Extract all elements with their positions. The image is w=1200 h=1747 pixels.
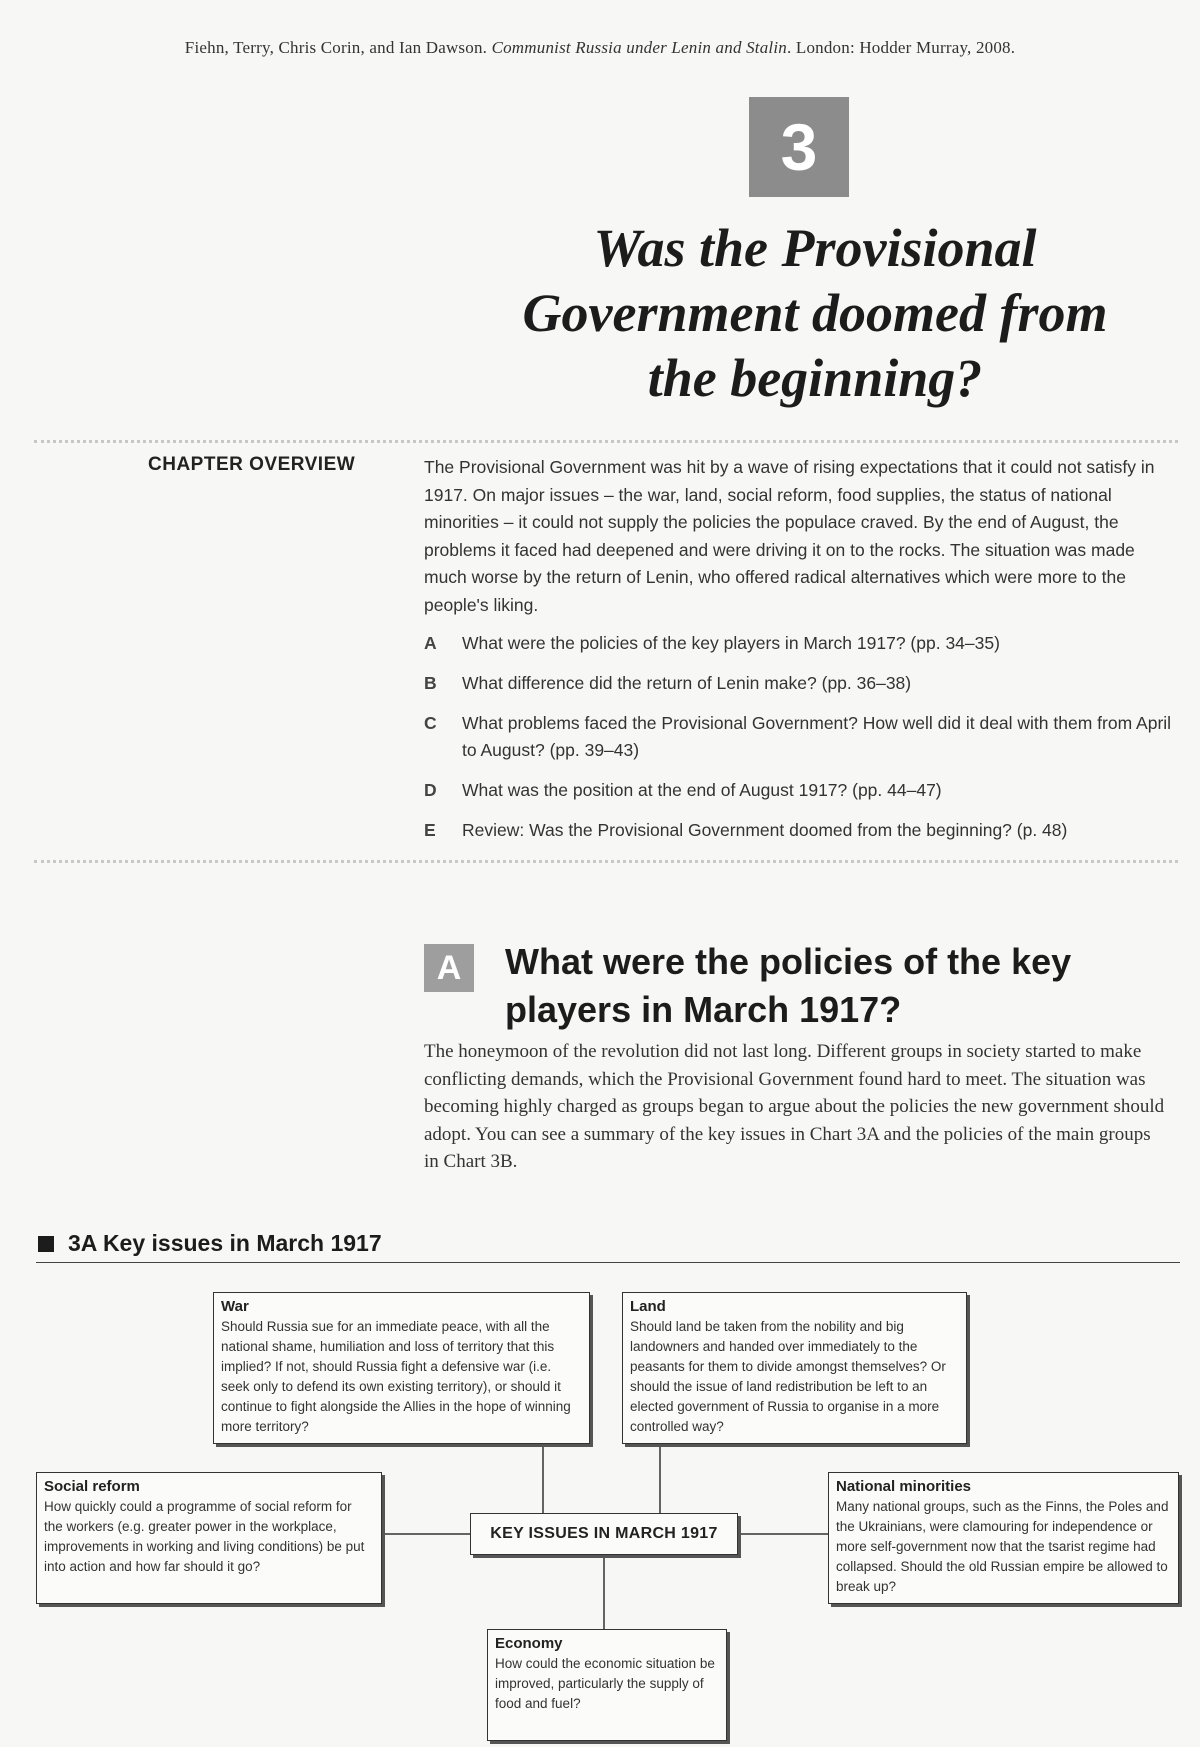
item-letter: D [424,780,437,800]
overview-text: The Provisional Government was hit by a wave of rising expectations that it could not satisfy in 1917. On major issues – the war, land, social reform, food supplies, the status of national minorities – it could not supply the policies the populace craved. By the end of August, the problems it faced had deepened and were driving it on to the rocks. The situation was made much worse by the return of Lenin, who offered radical alternatives which were more to the people's liking. [424,457,1155,615]
chapter-number: 3 [749,97,849,197]
section-letter: A [424,944,474,992]
item-text: What difference did the return of Lenin make? (pp. 36–38) [462,673,912,693]
center-box: KEY ISSUES IN MARCH 1917 [470,1513,738,1555]
issue-title: Economy [495,1635,563,1652]
issue-box-economy [487,1629,727,1741]
issue-text: Should land be taken from the nobility and big landowners and handed over immediately to the peasants for them to divide amongst themselves? Or should the issue of land redistribution be left to an elected government of Russia to organise in a more controlled way? [630,1319,946,1434]
citation-title: Communist Russia under Lenin and Stalin [491,38,787,57]
citation-publisher: . London: Hodder Murray, 2008. [786,38,1016,57]
issue-title: Land [630,1298,666,1315]
issue-box-land [622,1292,967,1444]
section-body: The honeymoon of the revolution did not last long. Different groups in society started to make conflicting demands, which the Provisional Government found hard to meet. The situation was becoming highly charged as groups began to argue about the policies the new government should adopt. You can see a summary of the key issues in Chart 3A and the policies of the main groups in Chart 3B. [424,1041,1165,1172]
issue-title: War [221,1298,249,1315]
issue-box-national-minorities [828,1472,1179,1604]
issue-text: Should Russia sue for an immediate peace, with all the national shame, humiliation and loss of territory that this implied? If not, should Russia fight a defensive war (i.e. seek only to defend its own existing territory), or should it continue to fight alongside the Allies in the hope of winning more territory? [221,1319,571,1434]
chart-title-text: 3A Key issues in March 1917 [68,1230,382,1256]
item-text: What problems faced the Provisional Government? How well did it deal with them from April to August? (pp. 39–43) [462,713,1172,760]
issue-text: How could the economic situation be improved, particularly the supply of food and fuel? [495,1656,715,1711]
chapter-title-line: Government doomed from [522,283,1108,343]
item-text: What were the policies of the key players in March 1917? (pp. 34–35) [462,633,1000,653]
issue-title: Social reform [44,1478,140,1495]
item-text: Review: Was the Provisional Government doomed from the beginning? (p. 48) [462,820,1068,840]
chapter-title-line: Was the Provisional [593,218,1037,278]
issue-text: Many national groups, such as the Finns, the Poles and the Ukrainians, were clamouring for independence or more self-government now that the tsarist regime had collapsed. Should the old Russian empire be allowed to break up? [836,1499,1169,1594]
item-letter: A [424,633,437,653]
overview-label: CHAPTER OVERVIEW [148,454,356,475]
item-letter: E [424,820,436,840]
chapter-title-line: the beginning? [647,348,983,408]
citation-authors: Fiehn, Terry, Chris Corin, and Ian Dawson. [184,38,488,57]
issue-box-war [213,1292,590,1444]
section-heading: What were the policies of the key players in March 1917? [505,941,1072,1030]
item-text: What was the position at the end of August 1917? (pp. 44–47) [462,780,942,800]
issue-text: How quickly could a programme of social reform for the workers (e.g. greater power in the workplace, improvements in working and living conditions) be put into action and how far should it go? [44,1499,365,1574]
issue-title: National minorities [836,1478,972,1495]
item-letter: B [424,673,437,693]
item-letter: C [424,713,437,733]
issue-box-social-reform [36,1472,382,1604]
